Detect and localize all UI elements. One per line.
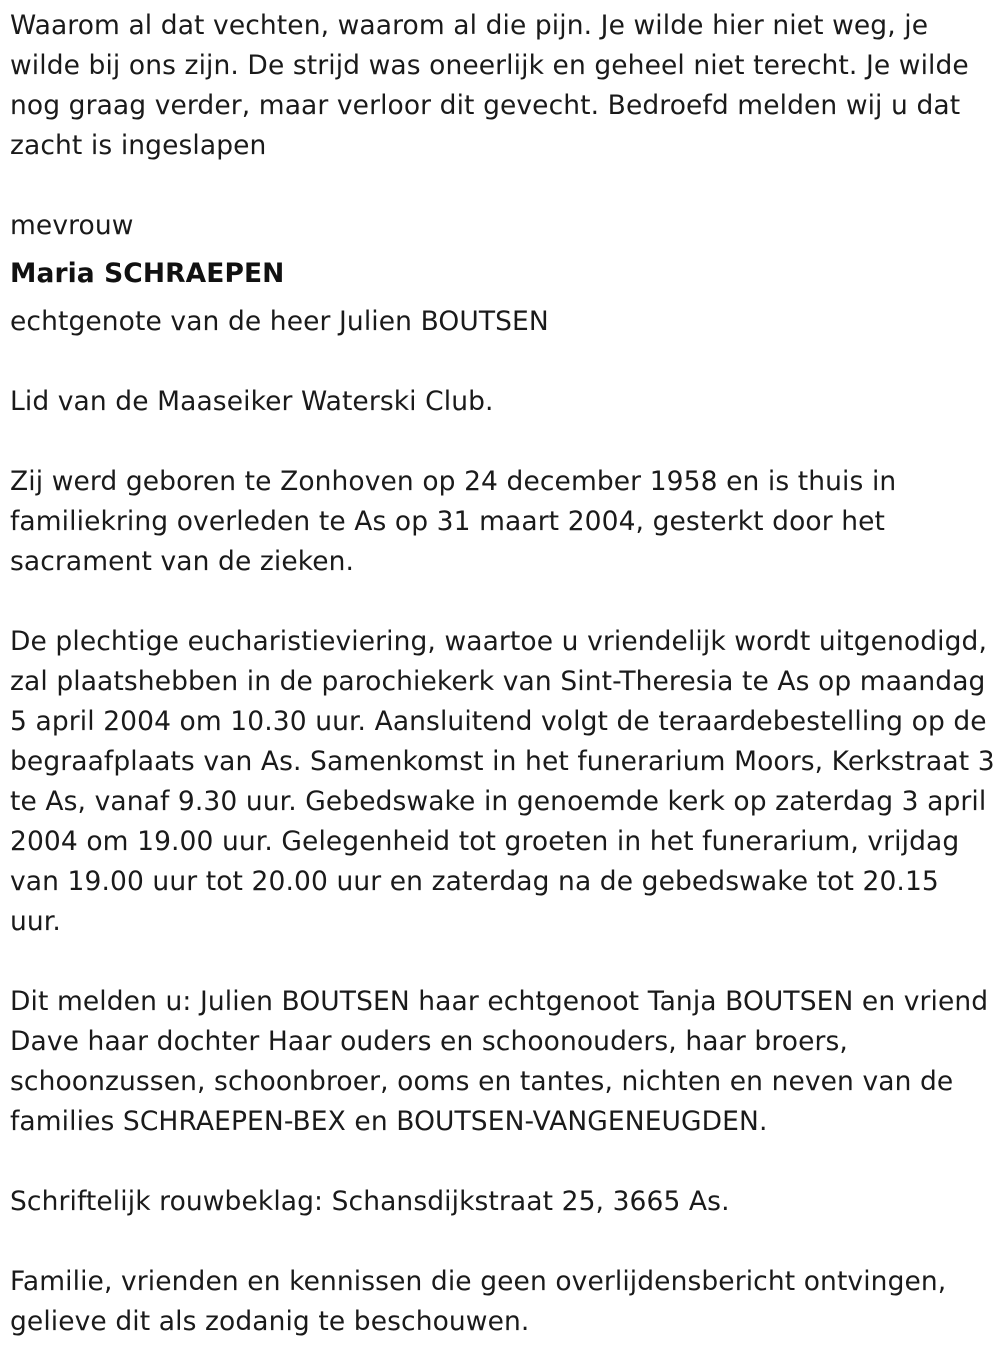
deceased-name: Maria SCHRAEPEN xyxy=(10,258,285,289)
intro-paragraph: Waarom al dat vechten, waarom al die pijn. Je wilde hier niet weg, je wilde bij ons zijn. De strijd was oneerlijk en geheel niet terecht. Je wilde nog graag verder, maar verloor dit gevecht. Bedroefd melden wij u dat zacht is ingeslapen xyxy=(10,10,969,161)
closing-paragraph: Familie, vrienden en kennissen die geen overlijdensbericht ontvingen, gelieve dit als zodanig te beschouwen. xyxy=(10,1266,947,1337)
spouse-line: echtgenote van de heer Julien BOUTSEN xyxy=(10,306,549,337)
birth-death-paragraph: Zij werd geboren te Zonhoven op 24 december 1958 en is thuis in familiekring overleden te As op 31 maart 2004, gesterkt door het sacrament van de zieken. xyxy=(10,466,897,577)
salutation: mevrouw xyxy=(10,210,134,241)
family-paragraph: Dit melden u: Julien BOUTSEN haar echtgenoot Tanja BOUTSEN en vriend Dave haar dochter Haar ouders en schoonouders, haar broers, schoonzussen, schoonbroer, ooms en tantes, nichten en neven van de families SCHRAEPEN-BEX en BOUTSEN-VANGENEUGDEN. xyxy=(10,986,989,1137)
ceremony-paragraph: De plechtige eucharistieviering, waartoe u vriendelijk wordt uitgenodigd, zal plaatshebben in de parochiekerk van Sint-Theresia te As op maandag 5 april 2004 om 10.30 uur. Aansluitend volgt de teraardebestelling op de begraafplaats van As. Samenkomst in het funerarium Moors, Kerkstraat 3 te As, vanaf 9.30 uur. Gebedswake in genoemde kerk op zaterdag 3 april 2004 om 19.00 uur. Gelegenheid tot groeten in het funerarium, vrijdag van 19.00 uur tot 20.00 uur en zaterdag na de gebedswake tot 20.15 uur. xyxy=(10,626,995,937)
condolence-address: Schriftelijk rouwbeklag: Schansdijkstraat 25, 3665 As. xyxy=(10,1186,730,1217)
membership-line: Lid van de Maaseiker Waterski Club. xyxy=(10,386,494,417)
obituary-notice xyxy=(10,6,995,1342)
